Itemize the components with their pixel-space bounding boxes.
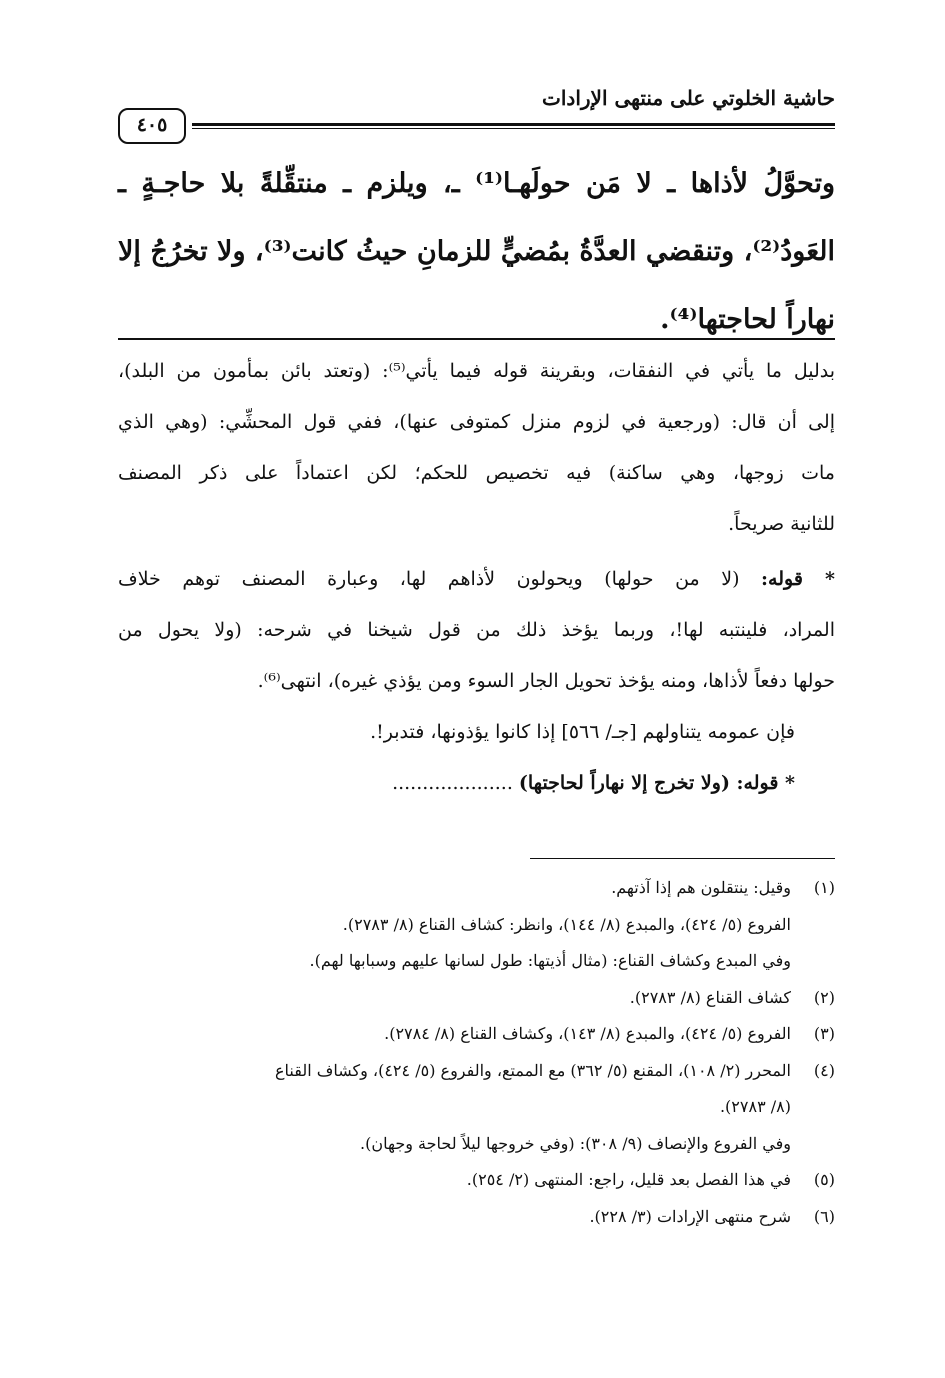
commentary-line: حولها دفعاً لأذاها، ومنه يؤخذ تحويل الجار السوء ومن يؤذي غيره)، انتهى⁽⁶⁾. bbox=[257, 670, 835, 692]
footnote-line bbox=[118, 1053, 835, 1090]
matn-line: وتحوَّلُ لأذاها ـ لا مَن حولَهـا⁽¹⁾ ـ، ويلزم ـ منتقِّلةً بلا حاجـةٍ ـ bbox=[118, 168, 836, 199]
commentary-line: للثانية صريحاً. bbox=[728, 513, 835, 535]
running-title: حاشية الخلوتي على منتهى الإرادات bbox=[542, 86, 835, 110]
footnote-divider bbox=[530, 858, 835, 859]
commentary-line: بدليل ما يأتي في النفقات، وبقرينة قوله فيما يأتي⁽⁵⁾: (وتعتد بائن بمأمون من البلد)، bbox=[118, 360, 835, 382]
matn-line: نهاراً لحاجتها⁽⁴⁾. bbox=[660, 304, 835, 335]
footnotes bbox=[118, 870, 835, 1235]
page-number: ٤٠٥ bbox=[118, 108, 186, 144]
footnote-line bbox=[118, 1016, 835, 1053]
footnote-line bbox=[118, 870, 835, 907]
footnote-number: (٥) bbox=[813, 1170, 835, 1189]
footnote-text: المحرر (٢/ ١٠٨)، المقنع (٥/ ٣٦٢) مع الممتع، والفروع (٥/ ٤٢٤)، وكشاف القناع bbox=[275, 1060, 791, 1080]
footnote-text: كشاف القناع (٨/ ٢٧٨٣). bbox=[629, 987, 791, 1007]
footnote-text: الفروع (٥/ ٤٢٤)، والمبدع (٨/ ١٤٣)، وكشاف القناع (٨/ ٢٧٨٤). bbox=[384, 1024, 791, 1043]
footnote-line bbox=[118, 1162, 835, 1199]
footnote-line: وفي الفروع والإنصاف (٩/ ٣٠٨): (وفي خروجها ليلاً لحاجة وجهان). bbox=[359, 1133, 791, 1153]
commentary-line bbox=[118, 554, 835, 605]
footnote-line bbox=[118, 1199, 835, 1236]
footnote-line bbox=[118, 980, 835, 1017]
footnote-number: (٦) bbox=[813, 1206, 835, 1226]
footnote-number: (٤) bbox=[813, 1060, 835, 1080]
continuation-dots: .................... bbox=[392, 772, 513, 794]
footnote-number: (٢) bbox=[813, 987, 835, 1007]
matn-line: العَودُ⁽²⁾، وتنقضي العدَّةُ بمُضيٍّ للزمانِ حيثُ كانت⁽³⁾، ولا تخرُجُ إلا bbox=[118, 236, 835, 267]
matn-divider bbox=[118, 338, 835, 340]
footnote-number: (٣) bbox=[813, 1024, 835, 1043]
commentary-line: فإن عمومه يتناولهم [جـ/ ٥٦٦] إذا كانوا يؤذونها، فتدبر!. bbox=[370, 721, 795, 743]
matn-text bbox=[118, 150, 835, 354]
qawluhu-lead: * قوله: bbox=[736, 772, 795, 794]
quoted-matn: (ولا تخرج إلا نهاراً لحاجتها) bbox=[518, 772, 737, 794]
commentary-text-run: (لا من حولها) ويحولون لأذاهم لها، وعبارة المصنف توهم خلاف bbox=[118, 568, 762, 590]
header-rule bbox=[192, 123, 835, 129]
footnote-text: وقيل: ينتقلون هم إذا آذتهم. bbox=[611, 878, 791, 897]
footnote-text: في هذا الفصل بعد قليل، راجع: المنتهى (٢/ ٢٥٤). bbox=[466, 1170, 791, 1189]
commentary-line bbox=[118, 758, 835, 809]
commentary-text bbox=[118, 346, 835, 809]
footnote-line: وفي المبدع وكشاف القناع: (مثال أذيتها: طول لسانها عليهم وسبابها لهم). bbox=[309, 951, 791, 970]
footnote-text: شرح منتهى الإرادات (٣/ ٢٢٨). bbox=[589, 1206, 791, 1226]
footnote-line: (٨/ ٢٧٨٣). bbox=[719, 1097, 791, 1116]
footnote-number: (١) bbox=[813, 878, 835, 897]
commentary-line: إلى أن قال: (ورجعية في لزوم منزل كمتوفى عنها)، ففي قول المحشِّي: (وهي الذي bbox=[118, 411, 835, 433]
commentary-line: مات زوجها، وهي ساكنة) فيه تخصيص للحكم؛ لكن اعتماداً على ذكر المصنف bbox=[118, 462, 835, 484]
footnote-line: الفروع (٥/ ٤٢٤)، والمبدع (٨/ ١٤٤)، وانظر: كشاف القناع (٨/ ٢٧٨٣). bbox=[342, 914, 791, 934]
commentary-line: المراد، فلينتبه لها!، وربما يؤخذ ذلك من قول شيخنا في شرحه: (ولا يحول من bbox=[118, 619, 835, 641]
qawluhu-lead: * قوله: bbox=[761, 568, 835, 590]
